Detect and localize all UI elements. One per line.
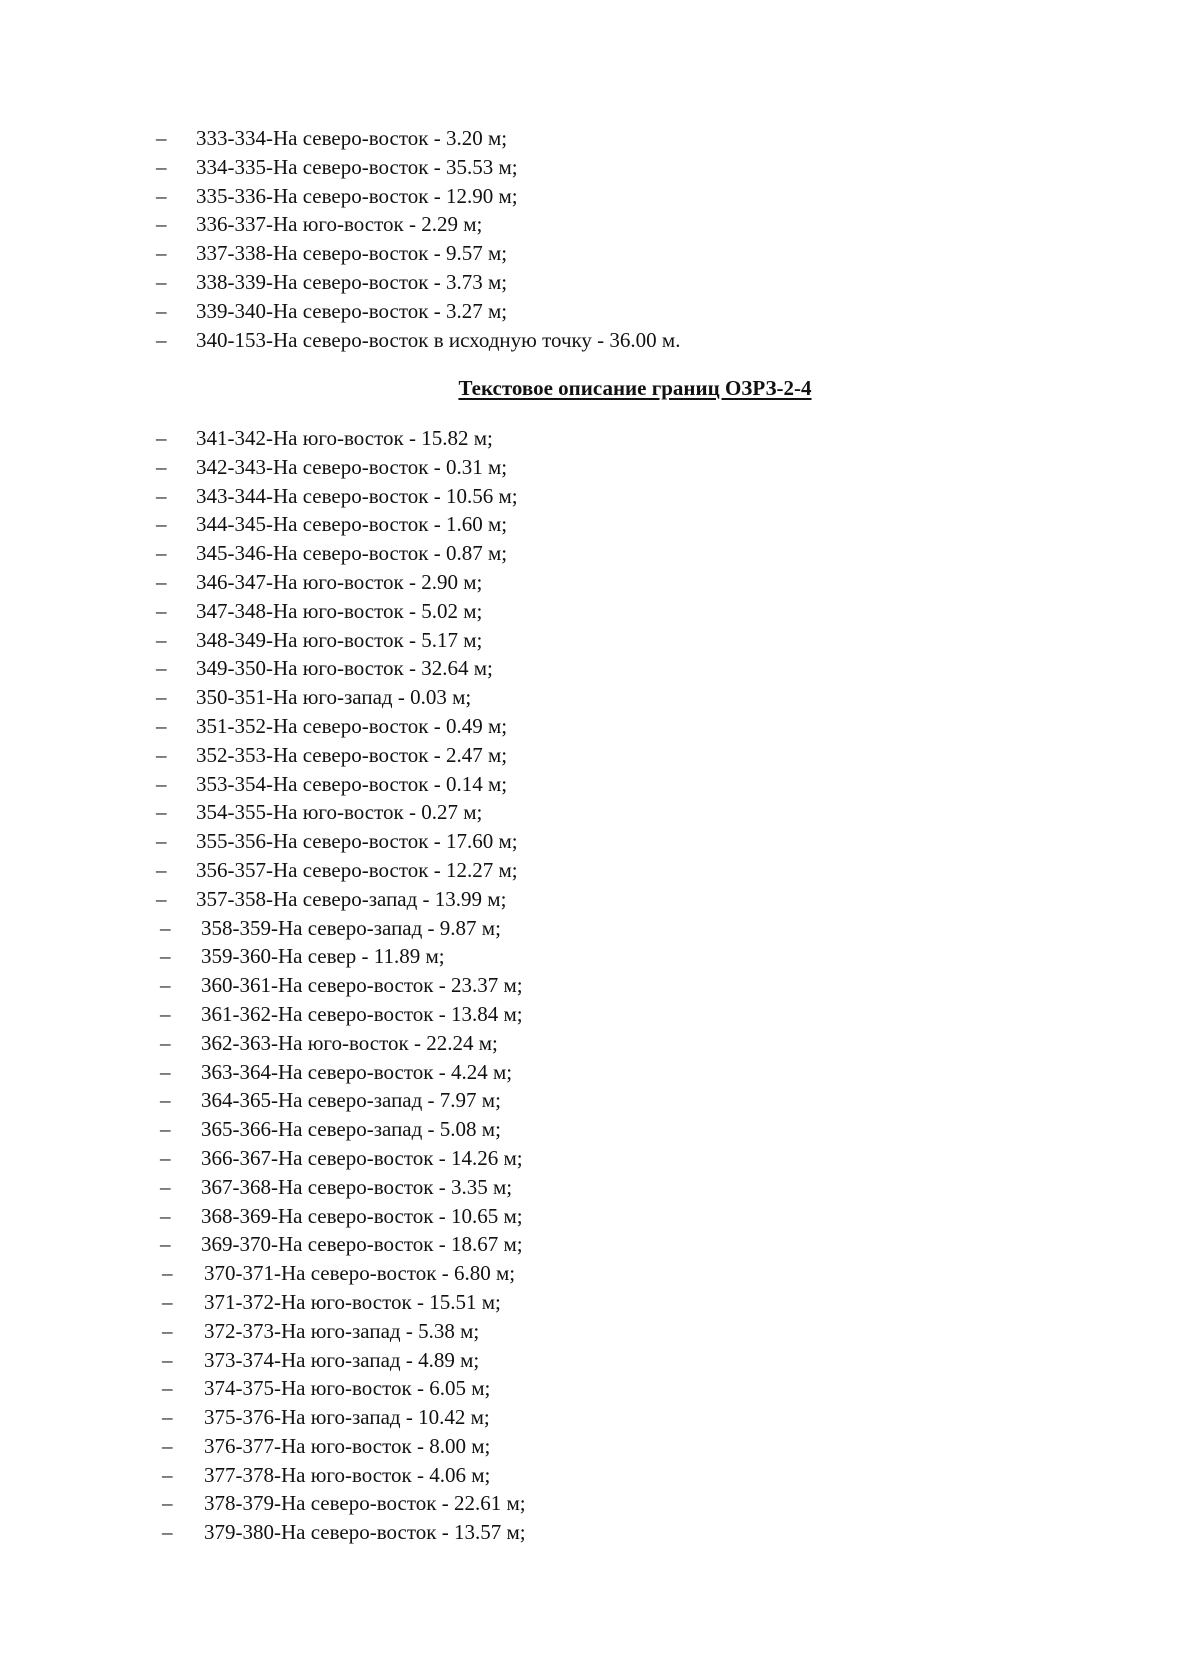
list-bullet: – <box>156 598 167 623</box>
list-item-text: 346-347-На юго-восток - 2.90 м; <box>196 569 483 594</box>
list-item-text: 372-373-На юго-запад - 5.38 м; <box>204 1318 480 1343</box>
list-bullet: – <box>162 1347 173 1372</box>
list-item-text: 379-380-На северо-восток - 13.57 м; <box>204 1520 526 1545</box>
list-bullet: – <box>160 1174 171 1199</box>
list-bullet: – <box>160 973 171 998</box>
list-bullet: – <box>162 1520 173 1545</box>
list-bullet: – <box>156 886 167 911</box>
list-item-text: 365-366-На северо-запад - 5.08 м; <box>201 1117 501 1142</box>
list-bullet: – <box>156 742 167 767</box>
list-bullet: – <box>156 483 167 508</box>
list-item-text: 336-337-На юго-восток - 2.29 м; <box>196 212 483 237</box>
list-bullet: – <box>162 1405 173 1430</box>
list-bullet: – <box>162 1462 173 1487</box>
list-item-text: 347-348-На юго-восток - 5.02 м; <box>196 598 483 623</box>
list-item-text: 338-339-На северо-восток - 3.73 м; <box>196 269 508 294</box>
list-item-text: 344-345-На северо-восток - 1.60 м; <box>196 512 508 537</box>
section-heading: Текстовое описание границ ОЗРЗ-2-4 <box>458 376 812 400</box>
list-bullet: – <box>160 1203 171 1228</box>
list-item-text: 366-367-На северо-восток - 14.26 м; <box>201 1145 523 1170</box>
list-item-text: 355-356-На северо-восток - 17.60 м; <box>196 829 518 854</box>
list-bullet: – <box>156 426 167 450</box>
list-item-text: 373-374-На юго-запад - 4.89 м; <box>204 1347 480 1372</box>
list-bullet: – <box>156 154 167 179</box>
list-bullet: – <box>156 771 167 796</box>
list-item-text: 361-362-На северо-восток - 13.84 м; <box>201 1001 523 1026</box>
list-bullet: – <box>162 1376 173 1401</box>
list-item-text: 352-353-На северо-восток - 2.47 м; <box>196 742 508 767</box>
list-item-text: 340-153-На северо-восток в исходную точку - 36.00 м. <box>196 327 681 352</box>
list-bullet: – <box>162 1433 173 1458</box>
list-item-text: 350-351-На юго-запад - 0.03 м; <box>196 685 472 710</box>
list-item-text: 341-342-На юго-восток - 15.82 м; <box>196 426 493 450</box>
list-bullet: – <box>156 569 167 594</box>
list-bullet: – <box>156 454 167 479</box>
list-bullet: – <box>156 656 167 681</box>
list-item-text: 367-368-На северо-восток - 3.35 м; <box>201 1174 513 1199</box>
list-item-text: 378-379-На северо-восток - 22.61 м; <box>204 1491 526 1516</box>
list-bullet: – <box>156 298 167 323</box>
list-bullet: – <box>160 1059 171 1084</box>
list-bullet: – <box>160 1001 171 1026</box>
list-bullet: – <box>160 1117 171 1142</box>
list-item-text: 334-335-На северо-восток - 35.53 м; <box>196 154 518 179</box>
list-bullet: – <box>156 126 167 150</box>
list-item-text: 360-361-На северо-восток - 23.37 м; <box>201 973 523 998</box>
list-bullet: – <box>156 800 167 825</box>
list-item-text: 351-352-На северо-восток - 0.49 м; <box>196 713 508 738</box>
list-bullet: – <box>160 1232 171 1257</box>
list-item-text: 335-336-На северо-восток - 12.90 м; <box>196 183 518 208</box>
list-item-text: 356-357-На северо-восток - 12.27 м; <box>196 857 518 882</box>
list-item-text: 343-344-На северо-восток - 10.56 м; <box>196 483 518 508</box>
list-bullet: – <box>162 1289 173 1314</box>
list-item-text: 376-377-На юго-восток - 8.00 м; <box>204 1433 491 1458</box>
list-bullet: – <box>160 944 171 969</box>
list-bullet: – <box>156 183 167 208</box>
list-item-text: 333-334-На северо-восток - 3.20 м; <box>196 126 508 150</box>
list-bullet: – <box>156 512 167 537</box>
list-bullet: – <box>156 857 167 882</box>
list-item-text: 362-363-На юго-восток - 22.24 м; <box>201 1030 498 1055</box>
list-bullet: – <box>160 1145 171 1170</box>
list-bullet: – <box>162 1318 173 1343</box>
list-item-text: 370-371-На северо-восток - 6.80 м; <box>204 1261 516 1286</box>
list-item-text: 342-343-На северо-восток - 0.31 м; <box>196 454 508 479</box>
list-bullet: – <box>156 627 167 652</box>
list-item-text: 374-375-На юго-восток - 6.05 м; <box>204 1376 491 1401</box>
list-item-text: 348-349-На юго-восток - 5.17 м; <box>196 627 483 652</box>
list-bullet: – <box>160 1030 171 1055</box>
list-item-text: 349-350-На юго-восток - 32.64 м; <box>196 656 493 681</box>
list-item-text: 337-338-На северо-восток - 9.57 м; <box>196 241 508 266</box>
list-bullet: – <box>156 241 167 266</box>
list-item-text: 363-364-На северо-восток - 4.24 м; <box>201 1059 513 1084</box>
list-bullet: – <box>162 1261 173 1286</box>
list-bullet: – <box>160 1088 171 1113</box>
list-item-text: 368-369-На северо-восток - 10.65 м; <box>201 1203 523 1228</box>
list-item-text: 354-355-На юго-восток - 0.27 м; <box>196 800 483 825</box>
list-bullet: – <box>160 915 171 940</box>
list-bullet: – <box>156 541 167 566</box>
list-bullet: – <box>156 269 167 294</box>
list-item-text: 339-340-На северо-восток - 3.27 м; <box>196 298 508 323</box>
list-bullet: – <box>162 1491 173 1516</box>
list-bullet: – <box>156 327 167 352</box>
list-item-text: 345-346-На северо-восток - 0.87 м; <box>196 541 508 566</box>
list-bullet: – <box>156 685 167 710</box>
list-item-text: 371-372-На юго-восток - 15.51 м; <box>204 1289 501 1314</box>
list-item-text: 364-365-На северо-запад - 7.97 м; <box>201 1088 501 1113</box>
list-item-text: 375-376-На юго-запад - 10.42 м; <box>204 1405 490 1430</box>
list-bullet: – <box>156 212 167 237</box>
list-bullet: – <box>156 829 167 854</box>
list-bullet: – <box>156 713 167 738</box>
list-item-text: 369-370-На северо-восток - 18.67 м; <box>201 1232 523 1257</box>
list-item-text: 353-354-На северо-восток - 0.14 м; <box>196 771 508 796</box>
list-item-text: 357-358-На северо-запад - 13.99 м; <box>196 886 507 911</box>
list-item-text: 358-359-На северо-запад - 9.87 м; <box>201 915 501 940</box>
list-item-text: 377-378-На юго-восток - 4.06 м; <box>204 1462 491 1487</box>
list-item-text: 359-360-На север - 11.89 м; <box>201 944 445 969</box>
